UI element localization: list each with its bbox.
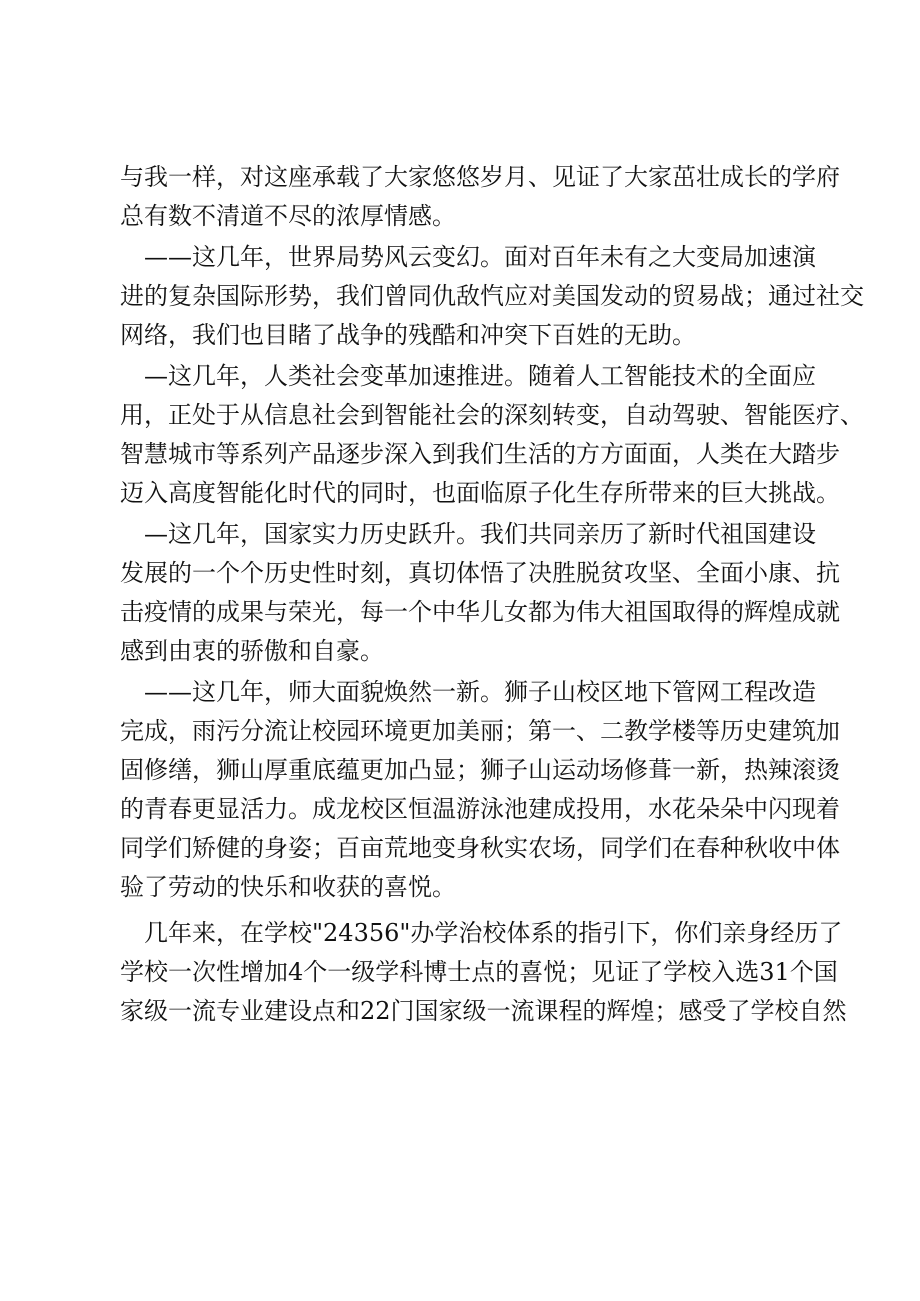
text-line: 家级一流专业建设点和22门国家级一流课程的辉煌；感受了学校自然: [120, 997, 847, 1025]
body-text: [120, 158, 864, 1031]
text-line: 固修缮，狮山厚重底蕴更加凸显；狮子山运动场修葺一新，热辣滚烫: [120, 756, 840, 784]
text-line: 的青春更显活力。成龙校区恒温游泳池建成投用，水花朵朵中闪现着: [120, 795, 840, 823]
text-line: 几年来，在学校"24356"办学治校体系的指引下，你们亲身经历了: [120, 919, 843, 947]
text-line: 完成，雨污分流让校园环境更加美丽；第一、二教学楼等历史建筑加: [120, 717, 840, 745]
text-line: —这几年，人类社会变革加速推进。随着人工智能技术的全面应: [120, 362, 816, 390]
text-line: 与我一样，对这座承载了大家悠悠岁月、见证了大家茁壮成长的学府: [120, 163, 840, 191]
text-line: 击疫情的成果与荣光，每一个中华儿女都为伟大祖国取得的辉煌成就: [120, 598, 840, 626]
text-line: 感到由衷的骄傲和自豪。: [120, 637, 384, 665]
text-line: 用，正处于从信息社会到智能社会的深刻转变，自动驾驶、智能医疗、: [120, 401, 864, 429]
text-line: ——这几年，世界局势风云变幻。面对百年未有之大变局加速演: [120, 243, 816, 271]
text-line: 验了劳动的快乐和收获的喜悦。: [120, 873, 456, 901]
text-line: 网络，我们也目睹了战争的残酷和冲突下百姓的无助。: [120, 321, 696, 349]
text-line: 发展的一个个历史性时刻，真切体悟了决胜脱贫攻坚、全面小康、抗: [120, 559, 840, 587]
text-line: 进的复杂国际形势，我们曾同仇敌忾应对美国发动的贸易战；通过社交: [120, 282, 864, 310]
text-line: 同学们矫健的身姿；百亩荒地变身秋实农场，同学们在春种秋收中体: [120, 834, 840, 862]
text-line: 迈入高度智能化时代的同时，也面临原子化生存所带来的巨大挑战。: [120, 479, 840, 507]
text-line: 总有数不清道不尽的浓厚情感。: [120, 202, 456, 230]
text-line: ——这几年，师大面貌焕然一新。狮子山校区地下管网工程改造: [120, 678, 816, 706]
text-line: —这几年，国家实力历史跃升。我们共同亲历了新时代祖国建设: [120, 520, 816, 548]
text-line: 学校一次性增加4个一级学科博士点的喜悦；见证了学校入选31个国: [120, 958, 838, 986]
text-line: 智慧城市等系列产品逐步深入到我们生活的方方面面，人类在大踏步: [120, 440, 840, 468]
